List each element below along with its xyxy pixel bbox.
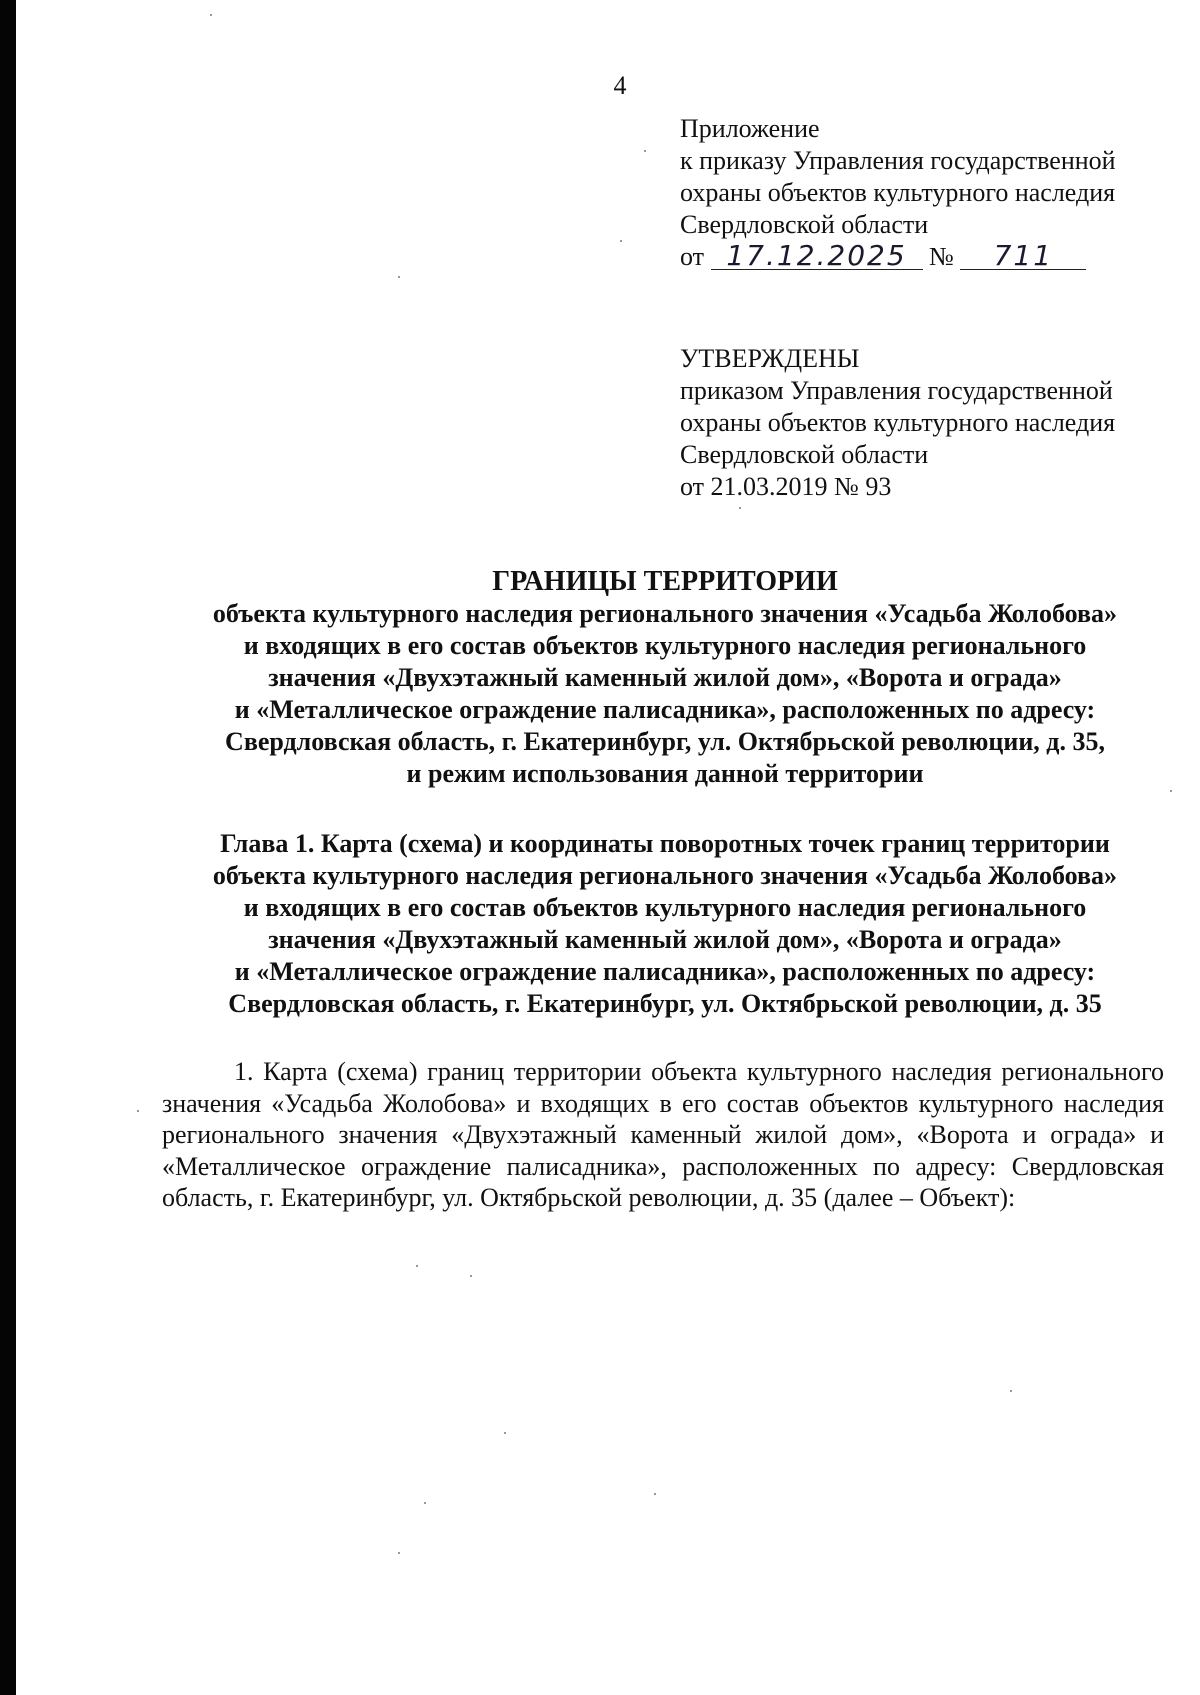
- annex-line: к приказу Управления государственной: [680, 146, 1116, 175]
- chapter-line: объекта культурного наследия регионального значения «Усадьба Жолобова»: [212, 861, 1118, 890]
- annex-line: охраны объектов культурного наследия: [680, 178, 1116, 207]
- title-line: и входящих в его состав объектов культурного наследия регионального: [243, 631, 1087, 660]
- paragraph-1: 1. Карта (схема) границ территории объекта культурного наследия регионального значения «Усадьба Жолобова» и входящих в его состав объектов культурного наследия регионального значения «Двухэтажный каменный жилой дом», «Ворота и ограда» и «Металлическое ограждение палисадника», расположенных по адресу: Свердловская область, г. Екатеринбург, ул. Октябрьской революции, д. 35 (далее – Объект):: [162, 1057, 1164, 1213]
- scan-speck: [654, 1493, 656, 1495]
- page-number: 4: [613, 71, 627, 100]
- handwritten-date: 17.12.2025: [711, 243, 923, 270]
- chapter-line: Свердловская область, г. Екатеринбург, ул. Октябрьской революции, д. 35: [228, 989, 1102, 1018]
- chapter-line: значения «Двухэтажный каменный жилой дом», «Ворота и ограда»: [268, 925, 1062, 954]
- chapter-line: и «Металлическое ограждение палисадника», расположенных по адресу:: [234, 957, 1096, 986]
- handwritten-number: 711: [960, 243, 1086, 270]
- chapter-line: Глава 1. Карта (схема) и координаты поворотных точек границ территории: [220, 829, 1110, 858]
- scan-speck: [1010, 1390, 1012, 1392]
- approved-line: Свердловской области: [680, 440, 929, 469]
- scan-speck: [398, 1552, 400, 1554]
- scan-speck: [137, 1110, 139, 1112]
- annex-date-line: [680, 241, 1116, 273]
- title-line: значения «Двухэтажный каменный жилой дом», «Ворота и ограда»: [268, 663, 1062, 692]
- document-title: [160, 566, 1170, 790]
- date-prefix: от: [680, 242, 705, 271]
- scan-speck: [398, 276, 400, 278]
- scan-speck: [739, 507, 741, 509]
- annex-line: Свердловской области: [680, 210, 929, 239]
- scan-speck: [470, 1275, 472, 1277]
- annex-line: Приложение: [680, 114, 820, 143]
- scan-speck: [424, 1502, 426, 1504]
- chapter-heading: [160, 828, 1170, 1020]
- scan-edge: [0, 0, 16, 1695]
- title-line: и «Металлическое ограждение палисадника», расположенных по адресу:: [234, 695, 1096, 724]
- title-main: ГРАНИЦЫ ТЕРРИТОРИИ: [492, 566, 838, 597]
- approved-heading: УТВЕРЖДЕНЫ: [680, 344, 860, 373]
- approved-line: от 21.03.2019 № 93: [680, 472, 892, 501]
- scan-speck: [504, 1432, 506, 1434]
- approved-line: охраны объектов культурного наследия: [680, 408, 1116, 437]
- number-sign: №: [929, 242, 954, 271]
- scan-speck: [1170, 790, 1172, 792]
- title-line: Свердловская область, г. Екатеринбург, ул. Октябрьской революции, д. 35,: [225, 727, 1105, 756]
- annex-block: [680, 113, 1116, 273]
- chapter-line: и входящих в его состав объектов культурного наследия регионального: [243, 893, 1087, 922]
- approved-block: [680, 343, 1115, 503]
- title-line: и режим использования данной территории: [406, 759, 924, 788]
- scan-speck: [210, 14, 212, 16]
- scan-speck: [620, 240, 622, 242]
- approved-line: приказом Управления государственной: [680, 376, 1113, 405]
- scan-speck: [644, 150, 646, 152]
- title-line: объекта культурного наследия регионального значения «Усадьба Жолобова»: [212, 599, 1118, 628]
- scan-speck: [416, 1265, 418, 1267]
